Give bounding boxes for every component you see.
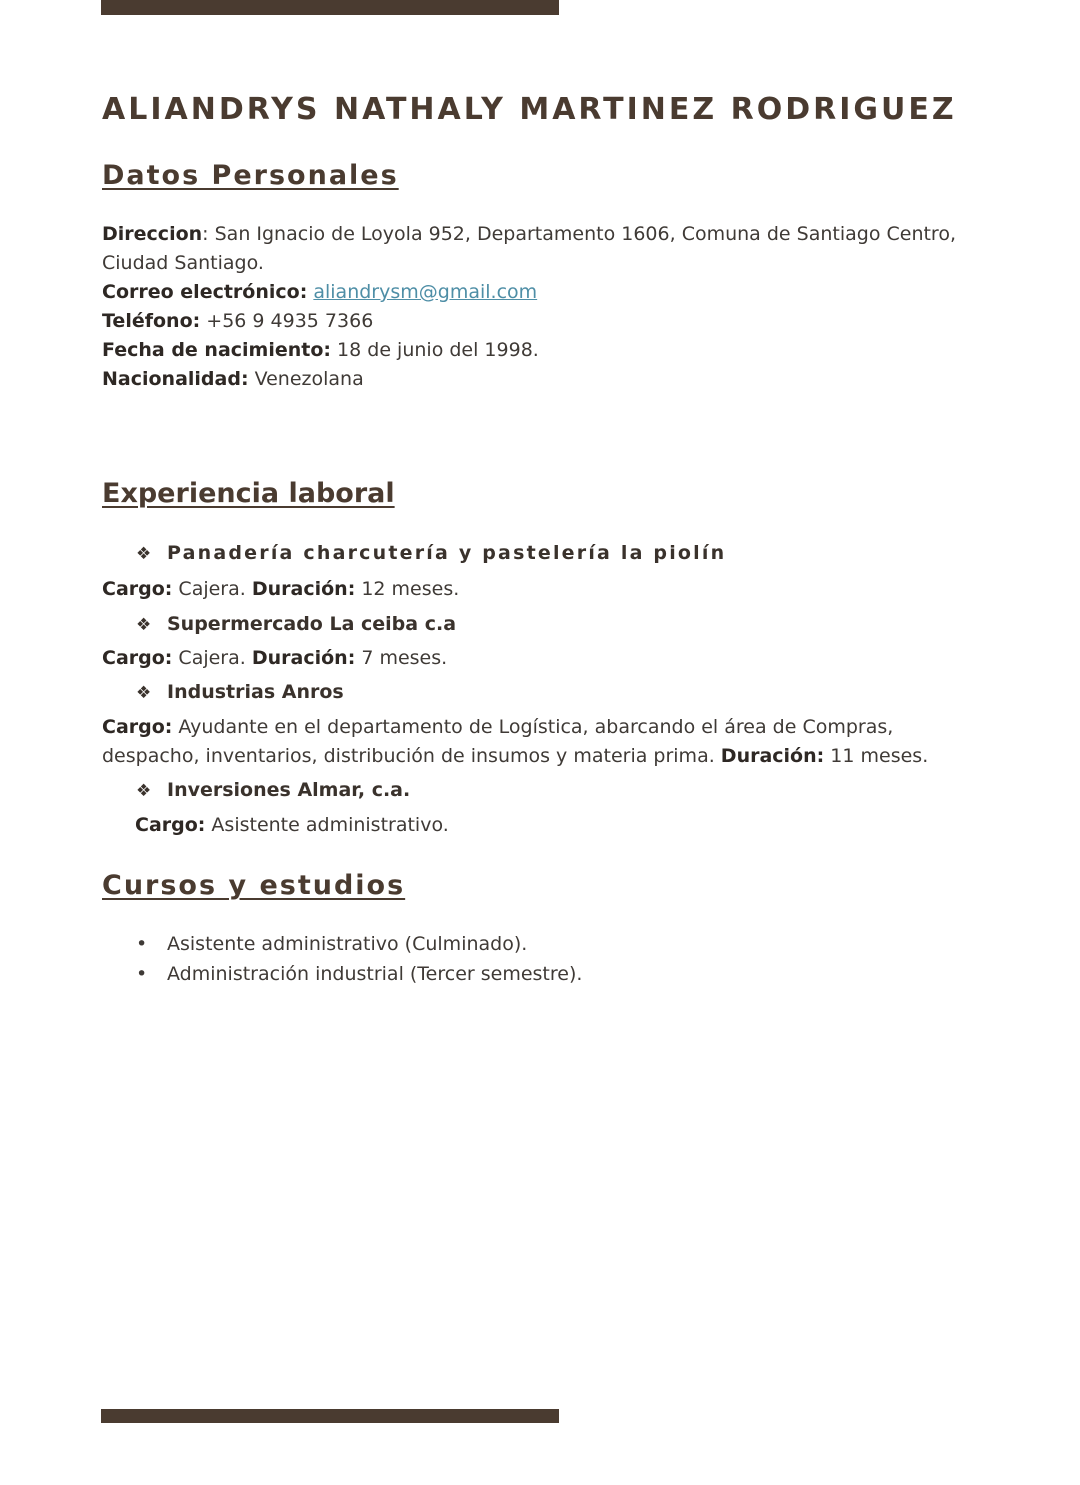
duration-label: Duración: <box>251 578 356 600</box>
company-3 <box>136 680 344 705</box>
candidate-name: ALIANDRYS NATHALY MARTINEZ RODRIGUEZ <box>102 92 957 127</box>
company-4 <box>136 778 410 803</box>
course-list <box>102 929 582 989</box>
address-label: Direccion <box>102 223 203 245</box>
cargo-value: Cajera. <box>172 578 252 600</box>
cargo-value: Ayudante en el departamento de Logística, abarcando el área de Compras, despacho, inventarios, distribución de insumos y materia prima. <box>102 716 894 767</box>
bottom-decorative-bar <box>101 1409 559 1423</box>
company-2 <box>136 612 456 637</box>
cargo-value: Cajera. <box>172 647 252 669</box>
company-name: Industrias Anros <box>167 681 344 703</box>
email-line <box>102 278 982 307</box>
duration-label: Duración: <box>720 745 825 767</box>
birth-label: Fecha de nacimiento: <box>102 339 332 361</box>
diamond-bullet-icon: ❖ <box>136 683 152 703</box>
duration-value: 11 meses. <box>824 745 929 767</box>
email-label: Correo electrónico: <box>102 281 308 303</box>
course-name: Asistente administrativo (Culminado). <box>167 933 528 955</box>
course-name: Administración industrial (Tercer semestre). <box>167 963 583 985</box>
company-1 <box>136 541 726 566</box>
address-value: : San Ignacio de Loyola 952, Departamento 1606, Comuna de Santiago Centro, Ciudad Santiago. <box>102 223 956 274</box>
top-decorative-bar <box>101 0 559 15</box>
address-line <box>102 220 982 278</box>
email-link[interactable]: aliandrysm@gmail.com <box>313 281 538 303</box>
nationality-label: Nacionalidad: <box>102 368 249 390</box>
cargo-label: Cargo: <box>102 716 173 738</box>
birth-line <box>102 336 982 365</box>
duration-label: Duración: <box>251 647 356 669</box>
diamond-bullet-icon: ❖ <box>136 781 152 801</box>
company-name: Panadería charcutería y pastelería la piolín <box>167 542 727 564</box>
nationality-line <box>102 365 982 394</box>
job-3-details <box>102 713 982 771</box>
section-title-experience: Experiencia laboral <box>102 478 395 509</box>
list-item <box>102 959 582 989</box>
personal-data <box>102 220 982 394</box>
bullet-dot-icon: • <box>136 933 148 955</box>
company-name: Inversiones Almar, c.a. <box>167 779 411 801</box>
nationality-value: Venezolana <box>248 368 364 390</box>
duration-value: 7 meses. <box>355 647 448 669</box>
birth-value: 18 de junio del 1998. <box>331 339 539 361</box>
list-item <box>102 929 582 959</box>
phone-label: Teléfono: <box>102 310 201 332</box>
cargo-label: Cargo: <box>102 578 173 600</box>
job-4-details <box>135 811 449 840</box>
diamond-bullet-icon: ❖ <box>136 544 154 564</box>
phone-value: +56 9 4935 7366 <box>200 310 374 332</box>
bullet-dot-icon: • <box>136 963 148 985</box>
job-2-details <box>102 644 447 673</box>
section-title-personal: Datos Personales <box>102 160 399 191</box>
phone-line <box>102 307 982 336</box>
cargo-label: Cargo: <box>102 647 173 669</box>
diamond-bullet-icon: ❖ <box>136 615 152 635</box>
job-1-details <box>102 575 459 604</box>
cargo-value: Asistente administrativo. <box>205 814 449 836</box>
duration-value: 12 meses. <box>355 578 460 600</box>
company-name: Supermercado La ceiba c.a <box>167 613 457 635</box>
section-title-courses: Cursos y estudios <box>102 870 406 901</box>
cargo-label: Cargo: <box>135 814 206 836</box>
